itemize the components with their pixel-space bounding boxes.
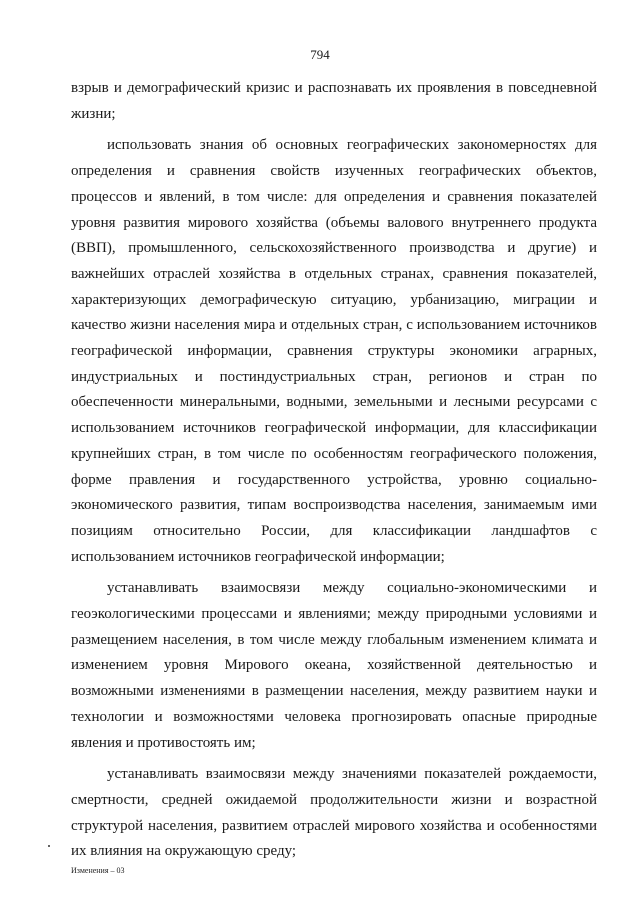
scan-speck bbox=[48, 845, 50, 847]
paragraph-4: устанавливать взаимосвязи между значениями показателей рождаемости, смертности, средней ожидаемой продолжительности жизни и возрастной структурой населения, развитием отраслей мирового хозяйства и особенностями их влияния на окружающую среду; bbox=[71, 766, 597, 860]
paragraph-1: взрыв и демографический кризис и распознавать их проявления в повседневной жизни; bbox=[71, 80, 597, 122]
footer-revision: Изменения – 03 bbox=[71, 866, 125, 875]
paragraph-2: использовать знания об основных географических закономерностях для определения и сравнения свойств изученных географических объектов, процессов и явлений, в том числе: для определения и сравнения показателей уровня развития мирового хозяйства (объемы валового внутреннего продукта (ВВП), промышленного, сельскохозяйственного производства и другие) и важнейших отраслей хозяйства в отдельных странах, сравнения показателей, характеризующих демографическую ситуацию, урбанизацию, миграции и качество жизни населения мира и отдельных стран, с использованием источников географической информации, сравнения структуры экономики аграрных, индустриальных и постиндустриальных стран, регионов и стран по обеспеченности минеральными, водными, земельными и лесными ресурсами с использованием источников географической информации, для классификации крупнейших стран, в том числе по особенностям географического положения, форме правления и государственного устройства, уровню социально-экономического развития, типам воспроизводства населения, занимаемым ими позициям относительно России, для классификации ландшафтов с использованием источников географической информации; bbox=[71, 137, 597, 565]
paragraph-3: устанавливать взаимосвязи между социально-экономическими и геоэкологическими процессами и явлениями; между природными условиями и размещением населения, в том числе между глобальным изменением климата и изменением уровня Мирового океана, хозяйственной деятельностью и возможными изменениями в размещении населения, между развитием науки и технологии и возможностями человека прогнозировать опасные природные явления и противостоять им; bbox=[71, 580, 597, 751]
page-number: 794 bbox=[310, 47, 330, 62]
document-body bbox=[71, 76, 597, 865]
